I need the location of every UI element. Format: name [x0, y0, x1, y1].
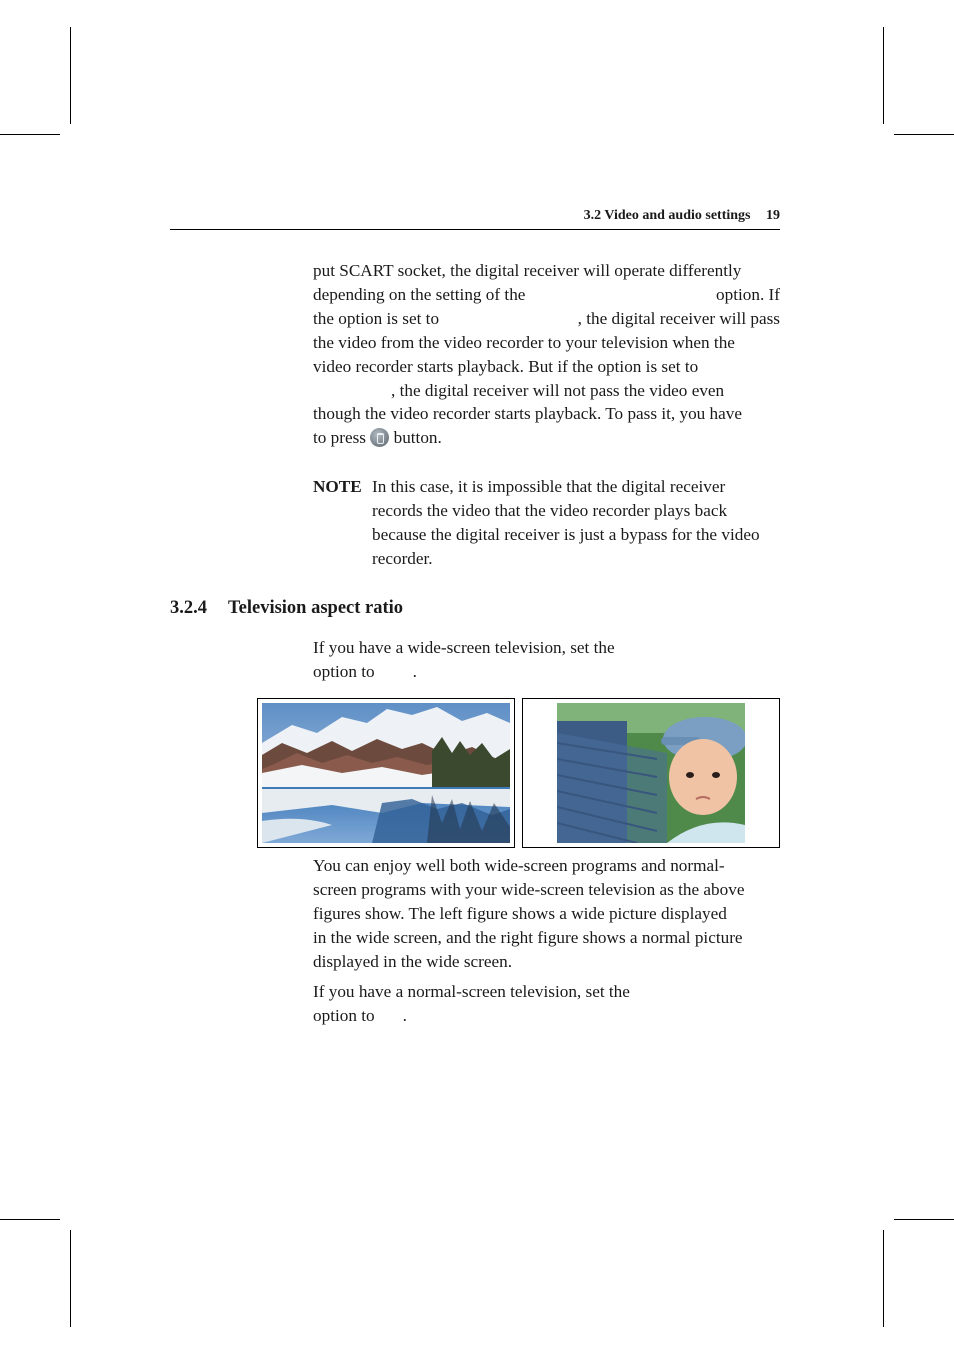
text-line: records the video that the video recorder plays back — [372, 500, 728, 520]
subsection-heading — [170, 598, 403, 619]
text-line — [313, 660, 780, 684]
text-fragment: , the digital receiver will not pass the video even — [391, 380, 725, 400]
text-line: displayed in the wide screen. — [313, 951, 513, 971]
note-label: NOTE — [313, 477, 362, 496]
text-fragment: depending on the setting of the — [313, 284, 526, 304]
paragraph-wide-screen — [313, 636, 780, 684]
crop-mark — [883, 27, 884, 124]
text-fragment: . — [402, 1005, 407, 1025]
crop-mark — [0, 134, 60, 135]
subsection-title: Television aspect ratio — [228, 598, 404, 618]
text-line: If you have a wide-screen television, set the — [313, 638, 615, 657]
text-line: though the video recorder starts playback. To pass it, you have — [313, 404, 743, 424]
text-fragment: option to — [313, 1005, 375, 1025]
text-line — [313, 426, 780, 450]
text-line: because the digital receiver is just a bypass for the video — [372, 524, 760, 544]
child-portrait-image — [557, 703, 745, 843]
paragraph-scart-behavior — [313, 259, 780, 450]
crop-mark — [70, 27, 71, 124]
note-body — [372, 475, 786, 571]
paragraph-normal-screen — [313, 980, 780, 1028]
text-line: put SCART socket, the digital receiver will operate differently — [313, 261, 742, 280]
text-line: recorder. — [372, 548, 433, 568]
text-fragment: option to — [313, 661, 375, 681]
page-number: 19 — [766, 208, 780, 223]
text-line: the video from the video recorder to your television when the — [313, 332, 735, 352]
crop-mark — [894, 134, 954, 135]
crop-mark — [894, 1219, 954, 1220]
text-line — [313, 307, 780, 331]
text-fragment: the option is set to — [313, 308, 440, 328]
text-fragment: option. If — [716, 284, 780, 304]
running-head-section: 3.2 Video and audio settings — [583, 208, 751, 223]
text-fragment: . — [412, 661, 417, 681]
text-fragment: to press — [313, 428, 366, 448]
text-fragment: , the digital receiver will pass — [577, 308, 780, 328]
crop-mark — [0, 1219, 60, 1220]
crop-mark — [70, 1230, 71, 1327]
text-line: video recorder starts playback. But if the option is set to — [313, 356, 699, 376]
child-portrait-photo — [557, 703, 745, 843]
figure-wide-picture — [257, 698, 515, 848]
text-line: in the wide screen, and the right figure shows a normal picture — [313, 927, 743, 947]
text-line — [313, 379, 780, 403]
running-head — [170, 208, 780, 224]
mountain-lake-photo — [262, 703, 510, 843]
crop-mark — [883, 1230, 884, 1327]
subsection-number: 3.2.4 — [170, 598, 207, 618]
text-line: figures show. The left figure shows a wide picture displayed — [313, 903, 727, 923]
text-line: screen programs with your wide-screen television as the above — [313, 879, 745, 899]
remote-button-icon — [370, 428, 389, 447]
text-line — [313, 283, 780, 307]
text-line: In this case, it is impossible that the digital receiver — [372, 477, 726, 496]
text-line: If you have a normal-screen television, set the — [313, 982, 630, 1001]
text-line: You can enjoy well both wide-screen programs and normal- — [313, 856, 725, 875]
text-line — [313, 1004, 780, 1028]
mountain-lake-image — [262, 703, 510, 843]
header-rule — [170, 229, 780, 230]
text-fragment: button. — [393, 428, 442, 448]
paragraph-figure-explanation — [313, 854, 780, 974]
figure-normal-picture — [522, 698, 780, 848]
